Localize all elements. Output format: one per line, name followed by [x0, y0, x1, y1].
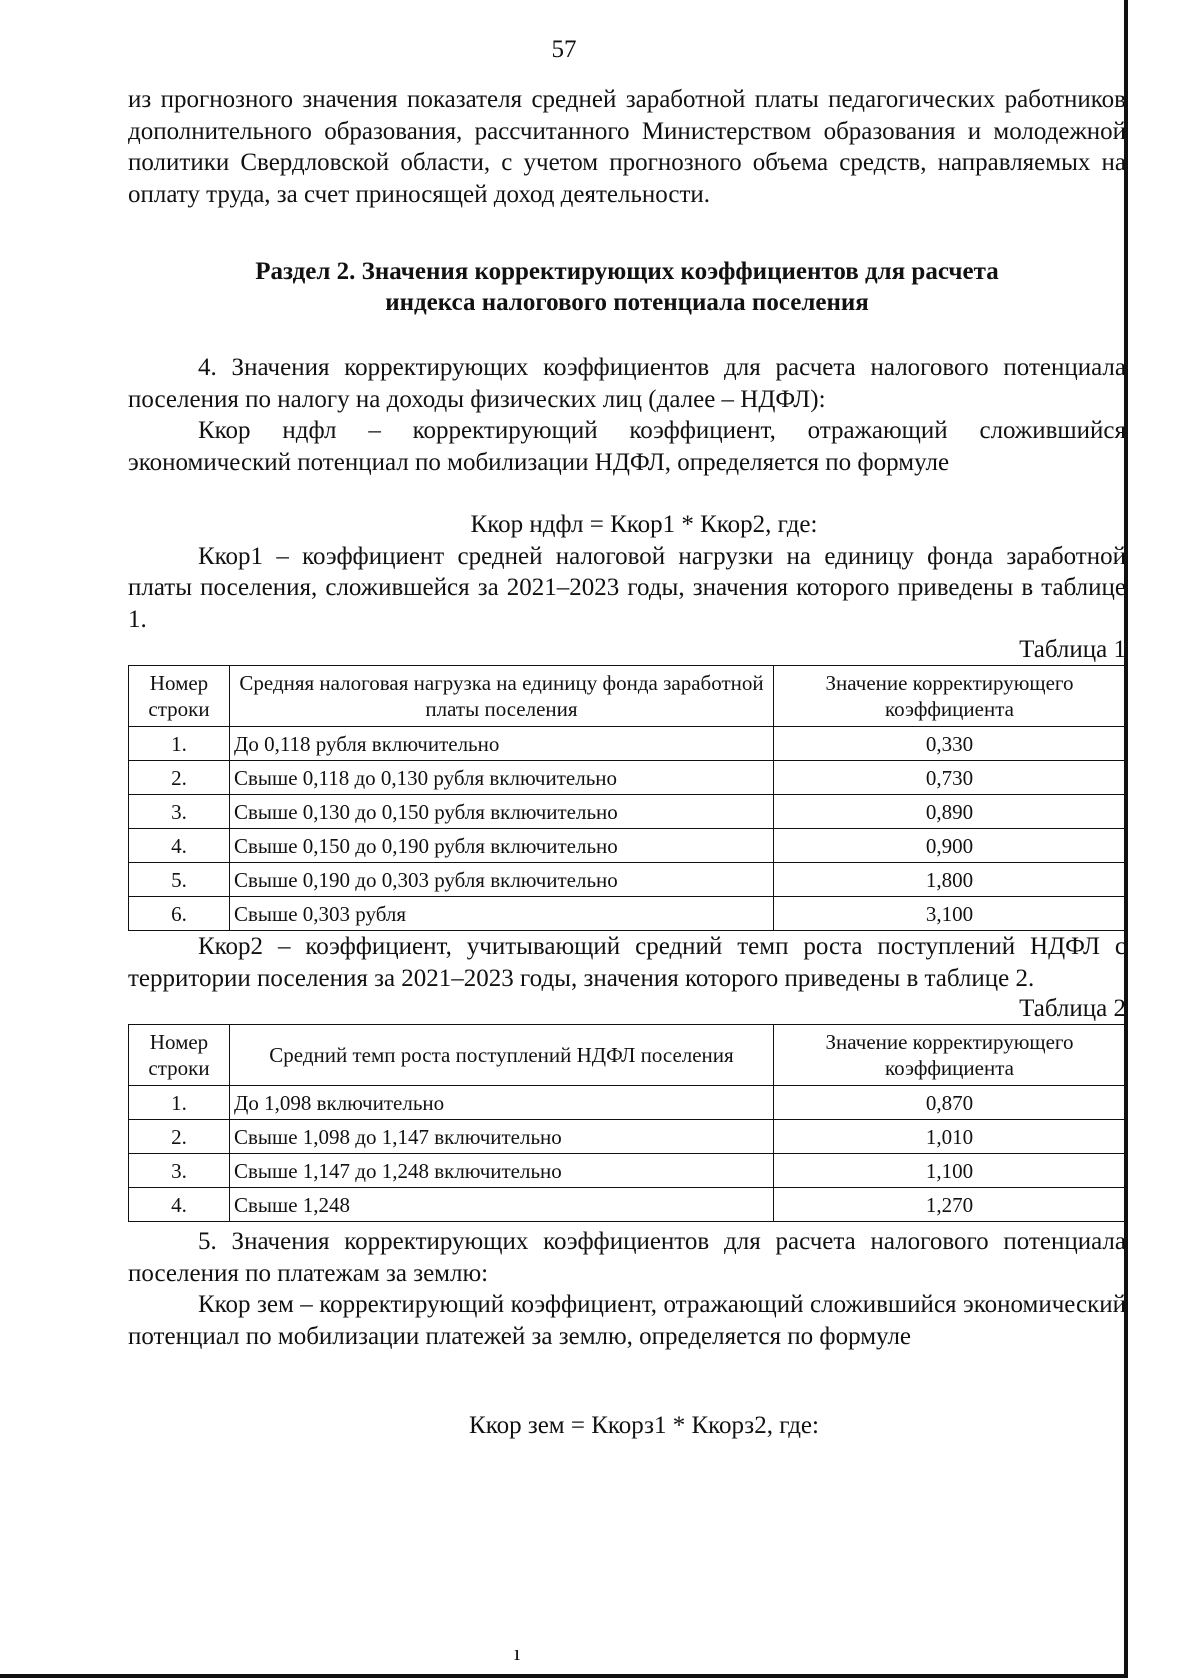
row-condition: Свыше 0,118 до 0,130 рубля включительно	[230, 761, 774, 795]
ndfl-formula: Ккор ндфл = Ккор1 * Ккор2, где:	[470, 511, 818, 538]
row-coefficient: 0,870	[774, 1086, 1126, 1120]
footer-mark: ı	[514, 1640, 521, 1665]
table-row	[129, 727, 1126, 761]
table2-header-row	[129, 1025, 1126, 1086]
row-coefficient: 1,010	[774, 1120, 1126, 1154]
table1-header-row	[129, 666, 1126, 727]
row-number: 4.	[129, 1188, 230, 1222]
row-number: 5.	[129, 863, 230, 897]
row-condition: До 0,118 рубля включительно	[230, 727, 774, 761]
row-number: 4.	[129, 829, 230, 863]
row-number: 2.	[129, 1120, 230, 1154]
row-condition: До 1,098 включительно	[230, 1086, 774, 1120]
table2-header-growth: Средний темп роста поступлений НДФЛ поселения	[230, 1025, 774, 1086]
table1-header-number: Номер строки	[129, 666, 230, 727]
table2-caption: Таблица 2	[1019, 995, 1126, 1022]
row-coefficient: 0,330	[774, 727, 1126, 761]
kkor1-definition: Ккор1 – коэффициент средней налоговой нагрузки на единицу фонда заработной платы поселения, сложившейся за 2021–2023 годы, значения которого приведены в таблице 1.	[128, 542, 1126, 633]
table-row	[129, 761, 1126, 795]
row-condition: Свыше 1,147 до 1,248 включительно	[230, 1154, 774, 1188]
section-title-line2: индекса налогового потенциала поселения	[385, 289, 869, 316]
table-row	[129, 1086, 1126, 1120]
row-condition: Свыше 0,130 до 0,150 рубля включительно	[230, 795, 774, 829]
row-condition: Свыше 1,248	[230, 1188, 774, 1222]
table1-header-value: Значение корректирующего коэффициента	[774, 666, 1126, 727]
intro-paragraph: из прогнозного значения показателя средней заработной платы педагогических работников дополнительного образования, рассчитанного Министерством образования и молодежной политики Свердловской области, с учетом прогнозного объема средств, направляемых на оплату труда, за счет приносящей доход деятельности.	[128, 86, 1126, 208]
row-coefficient: 1,100	[774, 1154, 1126, 1188]
row-coefficient: 0,900	[774, 829, 1126, 863]
kkor-zem-definition: Ккор зем – корректирующий коэффициент, отражающий сложившийся экономический потенциал по мобилизации платежей за землю, определяется по формуле	[128, 1291, 1126, 1350]
row-condition: Свыше 1,098 до 1,147 включительно	[230, 1120, 774, 1154]
kkor-ndfl-definition: Ккор ндфл – корректирующий коэффициент, отражающий сложившийся экономический потенциал по мобилизации НДФЛ, определяется по формуле	[128, 417, 1126, 476]
document-body	[128, 84, 1126, 1442]
row-condition: Свыше 0,190 до 0,303 рубля включительно	[230, 863, 774, 897]
section-title-line1: Раздел 2. Значения корректирующих коэффициентов для расчета	[255, 258, 999, 285]
table2-header-value: Значение корректирующего коэффициента	[774, 1025, 1126, 1086]
row-number: 1.	[129, 727, 230, 761]
row-coefficient: 3,100	[774, 897, 1126, 931]
table-row	[129, 897, 1126, 931]
table2-header-number: Номер строки	[129, 1025, 230, 1086]
row-condition: Свыше 0,150 до 0,190 рубля включительно	[230, 829, 774, 863]
table-row	[129, 1154, 1126, 1188]
row-number: 3.	[129, 795, 230, 829]
row-condition: Свыше 0,303 рубля	[230, 897, 774, 931]
page-number: 57	[551, 36, 577, 63]
row-number: 6.	[129, 897, 230, 931]
table-row	[129, 795, 1126, 829]
row-coefficient: 0,890	[774, 795, 1126, 829]
section-heading	[128, 256, 1126, 318]
row-coefficient: 1,270	[774, 1188, 1126, 1222]
table-row	[129, 829, 1126, 863]
row-coefficient: 1,800	[774, 863, 1126, 897]
zem-formula: Ккор зем = Ккорз1 * Ккорз2, где:	[469, 1412, 819, 1439]
page-border-bottom	[0, 1674, 1128, 1678]
table2	[128, 1024, 1126, 1222]
row-number: 2.	[129, 761, 230, 795]
table1	[128, 665, 1126, 931]
item4-paragraph: 4. Значения корректирующих коэффициентов для расчета налогового потенциала поселения по налогу на доходы физических лиц (далее – НДФЛ):	[128, 354, 1126, 413]
table-row	[129, 1120, 1126, 1154]
row-number: 1.	[129, 1086, 230, 1120]
table-row	[129, 1188, 1126, 1222]
row-number: 3.	[129, 1154, 230, 1188]
item5-paragraph: 5. Значения корректирующих коэффициентов для расчета налогового потенциала поселения по платежам за землю:	[128, 1228, 1126, 1287]
table-row	[129, 863, 1126, 897]
table1-header-load: Средняя налоговая нагрузка на единицу фонда заработной платы поселения	[230, 666, 774, 727]
kkor2-definition: Ккор2 – коэффициент, учитывающий средний темп роста поступлений НДФЛ с территории поселения за 2021–2023 годы, значения которого приведены в таблице 2.	[128, 933, 1126, 992]
table1-caption: Таблица 1	[1019, 636, 1126, 663]
row-coefficient: 0,730	[774, 761, 1126, 795]
